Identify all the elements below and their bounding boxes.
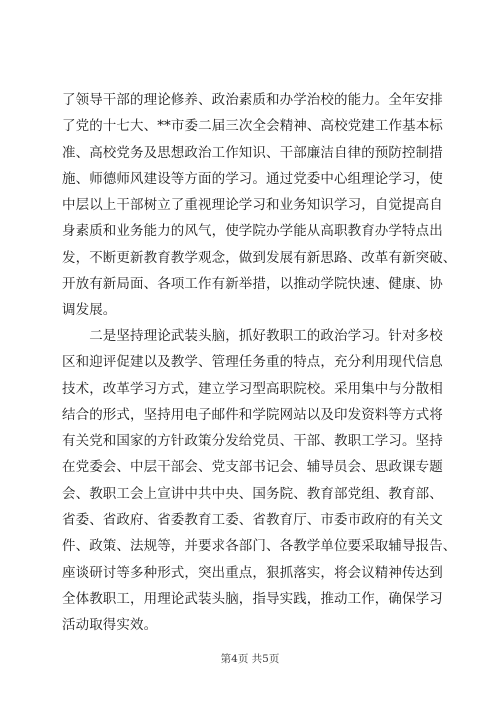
text-line: 全体教职工，用理论武装头脑，指导实践，推动工作，确保学习 (62, 590, 443, 607)
text-line: 技术，改革学习方式，建立学习型高职院校。采用集中与分散相 (62, 380, 443, 397)
text-line: 省委、省政府、省委教育工委、省教育厅、市委市政府的有关文 (62, 512, 443, 529)
text-line: 调发展。 (62, 302, 117, 319)
text-line: 身素质和业务能力的风气，使学院办学能从高职教育办学特点出 (62, 223, 443, 240)
text-line: 活动取得实效。 (62, 617, 158, 634)
text-line: 座谈研讨等多种形式，突出重点，狠抓落实，将会议精神传达到 (62, 564, 443, 581)
text-line: 二是坚持理论武装头脑，抓好教职工的政治学习。针对多校 (62, 328, 443, 344)
text-line: 有关党和国家的方针政策分发给党员、干部、教职工学习。坚持 (62, 433, 443, 450)
text-line: 区和迎评促建以及教学、管理任务重的特点，充分利用现代信息 (62, 354, 443, 371)
text-line: 件、政策、法规等，并要求各部门、各教学单位要采取辅导报告、 (62, 538, 457, 555)
text-line: 结合的形式，坚持用电子邮件和学院网站以及印发资料等方式将 (62, 406, 443, 423)
text-line: 了领导干部的理论修养、政治素质和办学治校的能力。全年安排 (62, 92, 443, 108)
text-line: 准、高校党务及思想政治工作知识、干部廉洁自律的预防控制措 (62, 144, 443, 161)
text-line: 开放有新局面、各项工作有新举措，以推动学院快速、健康、协 (62, 276, 443, 293)
text-line: 在党委会、中层干部会、党支部书记会、辅导员会、思政课专题 (62, 459, 443, 476)
body-paragraph-2 (62, 323, 457, 639)
text-line: 施、师德师风建设等方面的学习。通过党委中心组理论学习，使 (62, 170, 443, 187)
body-paragraph-1 (62, 87, 457, 324)
text-line: 了党的十七大、**市委二届三次全会精神、高校党建工作基本标 (62, 118, 443, 135)
text-line: 会、教职工会上宣讲中共中央、国务院、教育部党组、教育部、 (62, 485, 443, 502)
text-line: 发，不断更新教育教学观念，做到发展有新思路、改革有新突破、 (62, 249, 457, 266)
page-number-footer: 第4页 共5页 (220, 653, 280, 665)
text-line: 中层以上干部树立了重视理论学习和业务知识学习，自觉提高自 (62, 197, 443, 214)
